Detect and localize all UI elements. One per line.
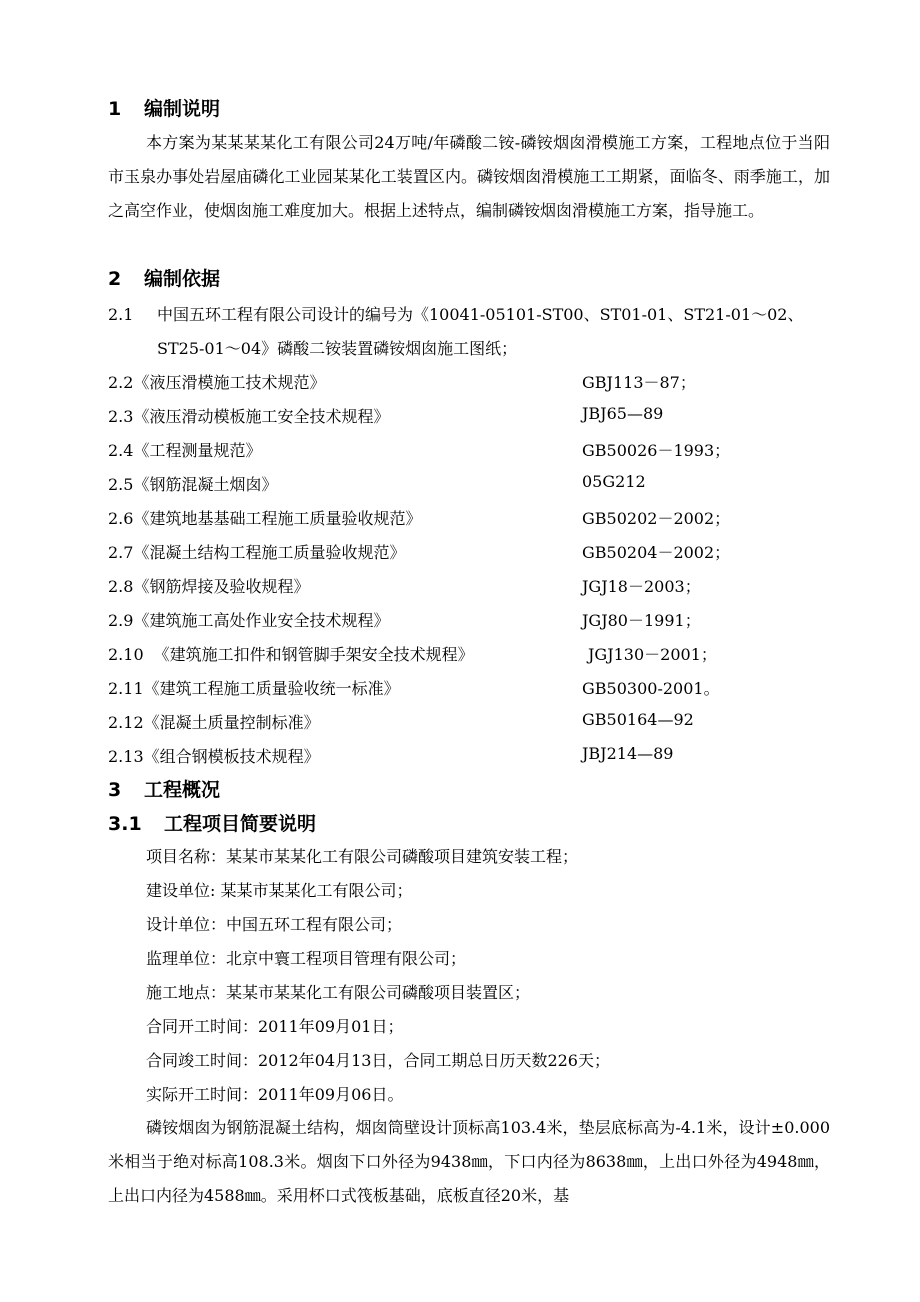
project-info-item: 合同竣工时间：2012年04月13日，合同工期总日历天数226天； — [146, 1051, 610, 1070]
reference-item — [108, 676, 720, 699]
reference-item — [108, 472, 646, 495]
reference-number: 2.13 — [108, 747, 144, 766]
reference-code: GB50300-2001。 — [582, 679, 720, 698]
section-3-1-heading — [108, 809, 316, 836]
reference-code: GB50202－2002； — [582, 509, 731, 528]
reference-code: 05G212 — [582, 472, 646, 491]
reference-title: 《工程测量规范》 — [133, 441, 262, 460]
reference-number: 2.10 — [108, 645, 144, 664]
section-title: 工程概况 — [144, 779, 221, 801]
section-3-heading — [108, 775, 220, 802]
reference-code: GB50204－2002； — [582, 543, 731, 562]
reference-item — [108, 574, 701, 597]
reference-number: 2.6 — [108, 509, 134, 528]
reference-number: 2.2 — [108, 373, 134, 392]
reference-number: 2.3 — [108, 407, 134, 426]
reference-code: GBJ113－87； — [582, 373, 696, 392]
reference-code: JGJ130－2001； — [588, 645, 717, 664]
reference-code: JBJ65—89 — [582, 404, 664, 423]
project-info-item: 设计单位：中国五环工程有限公司； — [146, 915, 403, 934]
section-number: 3.1 — [108, 813, 142, 835]
reference-item — [108, 540, 731, 563]
reference-title: 《钢筋混凝土烟囱》 — [133, 475, 278, 494]
section-title: 编制说明 — [144, 98, 221, 120]
section-number: 2 — [108, 268, 122, 290]
reference-code: JBJ214—89 — [582, 744, 674, 763]
project-info-item: 实际开工时间：2011年09月06日。 — [146, 1085, 404, 1104]
reference-title: 《钢筋焊接及验收规程》 — [133, 577, 310, 596]
reference-code: JGJ18－2003； — [582, 577, 701, 596]
section-title: 工程项目简要说明 — [164, 813, 317, 835]
reference-text: 中国五环工程有限公司设计的编号为《10041-05101-ST00、ST01-01、ST21-01～02、 — [157, 305, 804, 324]
reference-item — [108, 642, 717, 665]
section-2-heading — [108, 264, 220, 291]
reference-number: 2.11 — [108, 679, 144, 698]
reference-item — [108, 370, 696, 393]
reference-title: 《建筑施工扣件和钢管脚手架安全技术规程》 — [153, 645, 474, 664]
reference-item — [108, 506, 731, 529]
reference-item — [108, 438, 731, 461]
reference-title: 《建筑工程施工质量验收统一标准》 — [143, 679, 400, 698]
reference-item — [108, 404, 664, 427]
reference-number: 2.7 — [108, 543, 134, 562]
project-info-item: 监理单位：北京中寰工程项目管理有限公司； — [146, 949, 467, 968]
reference-item — [108, 302, 803, 325]
section-1-paragraph: 本方案为某某某某化工有限公司24万吨/年磷酸二铵-磷铵烟囱滑模施工方案，工程地点位于当阳市玉泉办事处岩屋庙磷化工业园某某化工装置区内。磷铵烟囱滑模施工工期紧，面临冬、雨季施工，加之高空作业，使烟囱施工难度加大。根据上述特点，编制磷铵烟囱滑模施工方案，指导施工。 — [108, 133, 830, 220]
reference-title: 《建筑施工高处作业安全技术规程》 — [133, 611, 390, 630]
reference-item — [108, 744, 674, 767]
reference-number: 2.9 — [108, 611, 134, 630]
reference-code: GB50164—92 — [582, 710, 694, 729]
reference-title: 《混凝土质量控制标准》 — [143, 713, 320, 732]
reference-title: 《液压滑模施工技术规范》 — [133, 373, 326, 392]
section-1-heading — [108, 94, 220, 121]
section-number: 1 — [108, 98, 122, 120]
project-info-item: 施工地点：某某市某某化工有限公司磷酸项目装置区； — [146, 983, 531, 1002]
reference-number: 2.5 — [108, 475, 134, 494]
reference-number: 2.12 — [108, 713, 144, 732]
project-info-item: 建设单位: 某某市某某化工有限公司； — [146, 881, 413, 900]
project-info-item: 合同开工时间：2011年09月01日； — [146, 1017, 404, 1036]
section-title: 编制依据 — [144, 268, 221, 290]
reference-title: 《建筑地基基础工程施工质量验收规范》 — [133, 509, 422, 528]
reference-title: 《液压滑动模板施工安全技术规程》 — [133, 407, 390, 426]
reference-text-continued: ST25-01～04》磷酸二铵装置磷铵烟囱施工图纸； — [157, 339, 518, 358]
section-number: 3 — [108, 779, 122, 801]
reference-item — [108, 710, 694, 733]
reference-code: JGJ80－1991； — [582, 611, 701, 630]
reference-title: 《混凝土结构工程施工质量验收规范》 — [133, 543, 406, 562]
reference-title: 《组合钢模板技术规程》 — [143, 747, 320, 766]
reference-item — [108, 608, 701, 631]
reference-number: 2.1 — [108, 305, 134, 324]
project-info-item: 项目名称：某某市某某化工有限公司磷酸项目建筑安装工程； — [146, 847, 579, 866]
reference-number: 2.8 — [108, 577, 134, 596]
reference-number: 2.4 — [108, 441, 134, 460]
section-3-1-paragraph: 磷铵烟囱为钢筋混凝土结构，烟囱筒壁设计顶标高103.4米，垫层底标高为-4.1米，设计±0.000米相当于绝对标高108.3米。烟囱下口外径为9438㎜，下口内径为8638㎜，上出口外径为4948㎜，上出口内径为4588㎜。采用杯口式筏板基础，底板直径20米，基 — [108, 1118, 830, 1205]
reference-code: GB50026－1993； — [582, 441, 731, 460]
